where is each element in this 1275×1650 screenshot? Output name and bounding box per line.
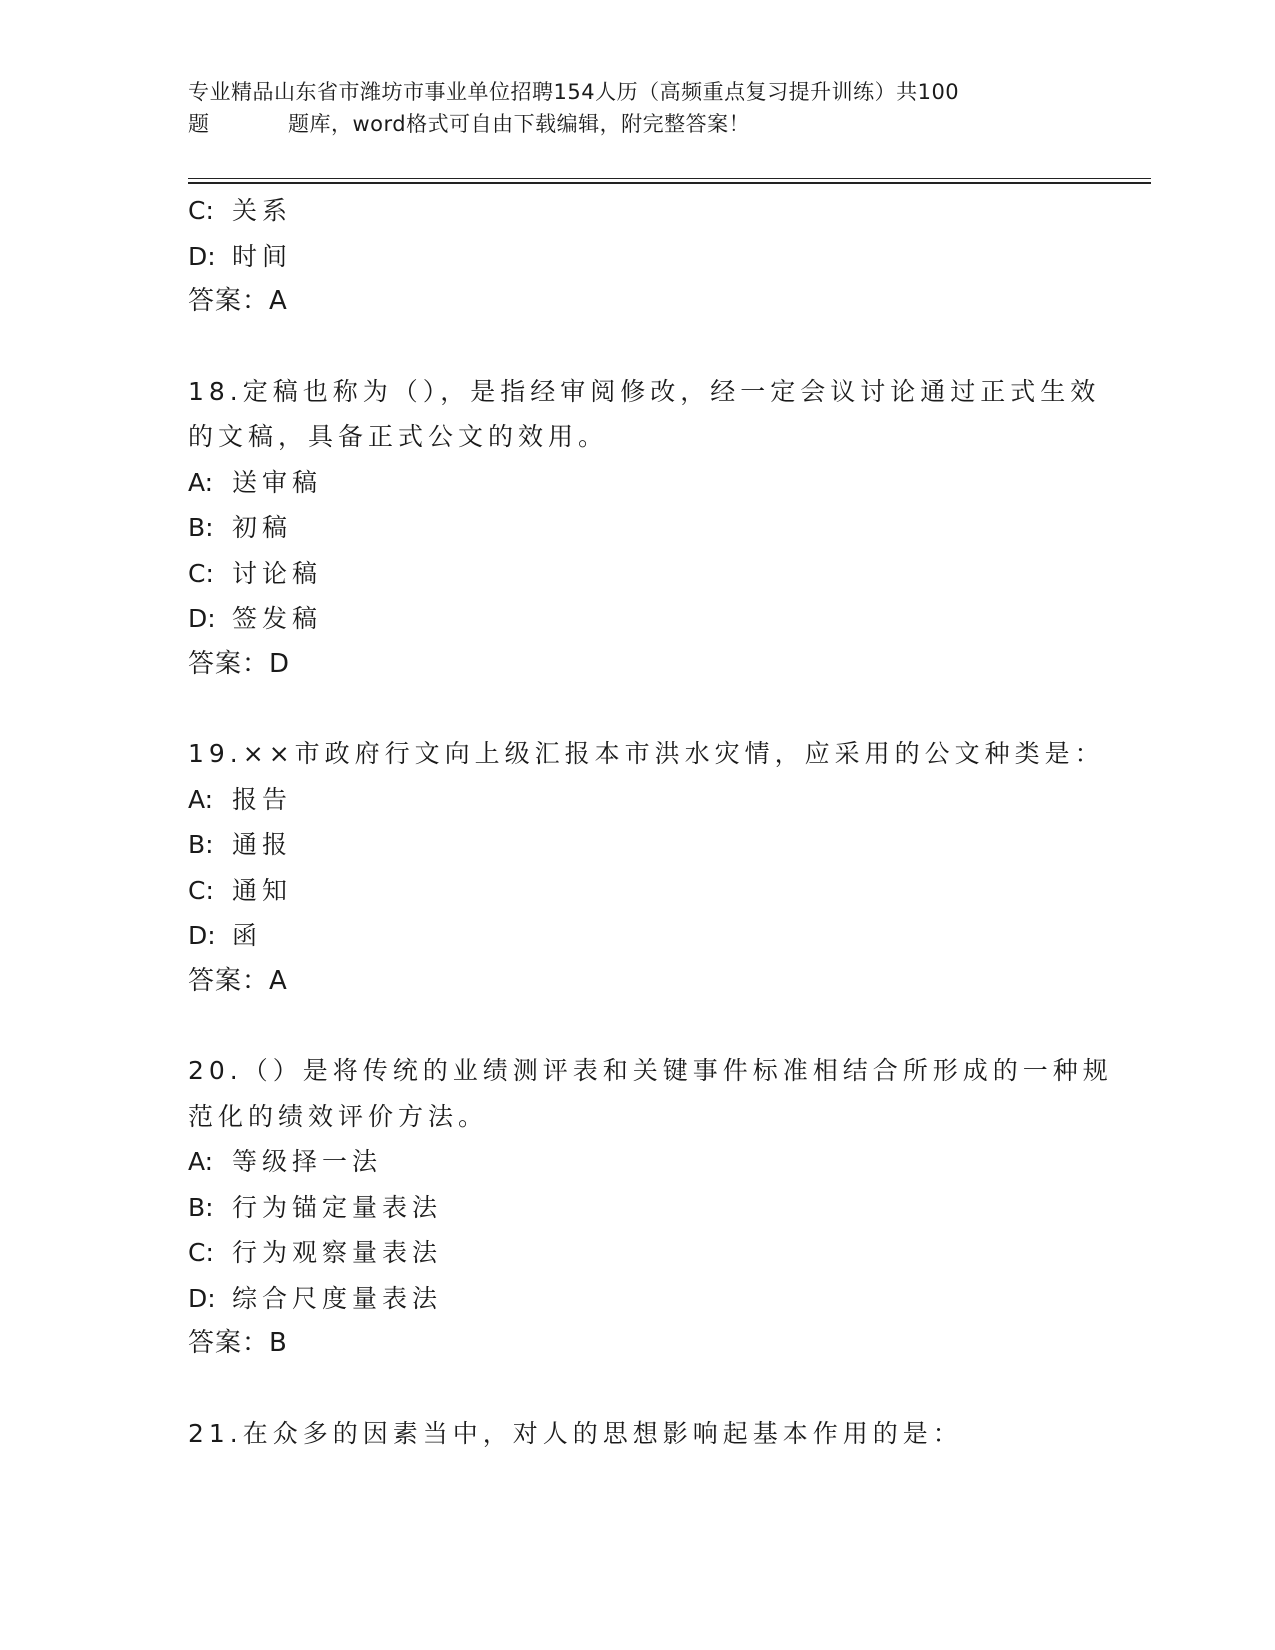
- option-letter: B:: [188, 830, 214, 859]
- option-text: 讨论稿: [232, 558, 323, 588]
- option-c: [188, 1230, 1088, 1276]
- option-letter: B:: [188, 513, 214, 542]
- option-d: [188, 596, 1088, 642]
- question-stem-line: 20.（）是将传统的业绩测评表和关键事件标准相结合所形成的一种规: [188, 1056, 1113, 1085]
- question-content: [188, 188, 1113, 1456]
- option-d: [188, 234, 1088, 280]
- question-stem: [188, 1048, 1113, 1139]
- option-text: 通报: [232, 830, 293, 859]
- answer-line: 答案：A: [188, 965, 288, 996]
- option-text: 行为观察量表法: [232, 1238, 443, 1267]
- option-text: 时间: [232, 241, 293, 271]
- option-letter: C:: [188, 875, 214, 905]
- question-stem: [188, 731, 1105, 777]
- option-d: [188, 1276, 1088, 1322]
- question-20: [188, 1048, 1113, 1367]
- question-stem: [188, 1411, 1088, 1457]
- question-21: [188, 1411, 1088, 1457]
- header-title-lead: 题: [188, 112, 210, 136]
- option-b: [188, 505, 1088, 551]
- option-text: 关系: [232, 196, 293, 225]
- option-letter: C:: [188, 196, 214, 225]
- question-19: [188, 731, 1105, 1004]
- question-stem-line: 19.××市政府行文向上级汇报本市洪水灾情，应采用的公文种类是：: [188, 739, 1105, 768]
- question-stem: [188, 369, 1101, 460]
- option-text: 初稿: [232, 513, 293, 542]
- option-text: 等级择一法: [232, 1147, 383, 1176]
- question-18: [188, 369, 1101, 688]
- header-title-line1: 专业精品山东省市潍坊市事业单位招聘154人历（高频重点复习提升训练）共100: [188, 80, 960, 104]
- option-letter: D:: [188, 604, 216, 633]
- option-letter: D:: [188, 1283, 216, 1313]
- question-stem-line: 18.定稿也称为（），是指经审阅修改，经一定会议讨论通过正式生效: [188, 376, 1101, 406]
- option-c: [188, 551, 1088, 597]
- option-d: [188, 913, 1088, 959]
- option-c: [188, 868, 1088, 914]
- prev-question-block: [188, 188, 1088, 325]
- option-c: [188, 188, 1088, 234]
- answer-line: 答案：D: [188, 648, 291, 679]
- option-text: 送审稿: [232, 467, 323, 497]
- page-header: [188, 76, 1088, 140]
- option-text: 报告: [232, 784, 293, 814]
- header-title-rest: 题库，word格式可自由下载编辑，附完整答案！: [288, 112, 751, 136]
- answer-line: 答案：A: [188, 286, 288, 316]
- option-letter: A:: [188, 467, 214, 497]
- option-text: 综合尺度量表法: [232, 1283, 443, 1313]
- option-text: 行为锚定量表法: [232, 1192, 443, 1222]
- option-a: [188, 460, 1088, 506]
- option-letter: B:: [188, 1192, 214, 1222]
- question-stem-line: 的文稿，具备正式公文的效用。: [188, 422, 609, 451]
- option-text: 签发稿: [232, 604, 323, 633]
- option-letter: C:: [188, 1238, 214, 1267]
- header-divider-thin: [188, 178, 1151, 179]
- option-b: [188, 822, 1088, 868]
- option-letter: A:: [188, 1147, 214, 1176]
- option-b: [188, 1185, 1088, 1231]
- option-letter: D:: [188, 241, 216, 271]
- option-a: [188, 1139, 1088, 1185]
- header-divider-thick: [188, 182, 1151, 184]
- option-text: 函: [232, 921, 263, 950]
- question-stem-line: 21.在众多的因素当中，对人的思想影响起基本作用的是：: [188, 1418, 963, 1448]
- question-stem-line: 范化的绩效评价方法。: [188, 1101, 489, 1131]
- option-letter: A:: [188, 784, 214, 814]
- answer-line: 答案：B: [188, 1328, 288, 1358]
- header-title-line2: [188, 108, 1088, 140]
- option-a: [188, 777, 1088, 823]
- option-letter: D:: [188, 921, 216, 950]
- option-letter: C:: [188, 558, 214, 588]
- option-text: 通知: [232, 875, 293, 905]
